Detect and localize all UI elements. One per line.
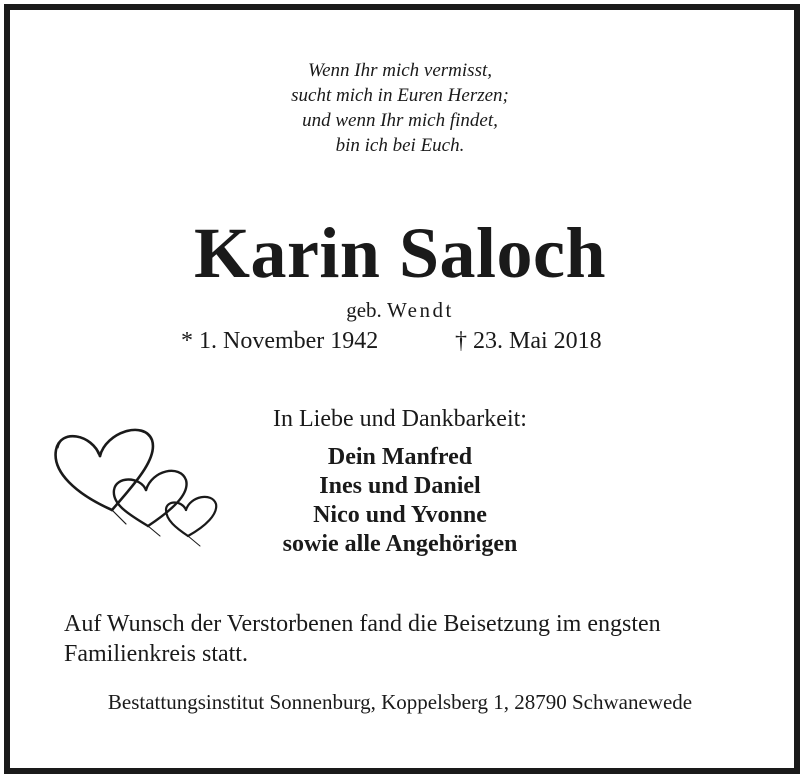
poem-line: bin ich bei Euch. xyxy=(335,135,465,156)
notice-line: Auf Wunsch der Verstorbenen fand die Beisetzung im engsten xyxy=(64,611,661,637)
born-prefix: geb. xyxy=(346,298,382,322)
birth-date: * 1. November 1942 xyxy=(181,328,379,354)
funeral-home-info: Bestattungsinstitut Sonnenburg, Koppelsberg 1, 28790 Schwanewede xyxy=(107,690,693,714)
death-date: † 23. Mai 2018 xyxy=(455,328,602,354)
maiden-name: Wendt xyxy=(387,298,454,322)
poem-line: Wenn Ihr mich vermisst, xyxy=(308,60,492,81)
poem-line: sucht mich in Euren Herzen; xyxy=(291,85,509,106)
deceased-name: Karin Saloch xyxy=(193,213,607,293)
funeral-notice xyxy=(64,609,754,669)
poem-line: und wenn Ihr mich findet, xyxy=(302,110,498,131)
mourner: sowie alle Angehörigen xyxy=(282,531,518,557)
mourner: Nico und Yvonne xyxy=(313,502,487,528)
memorial-poem xyxy=(0,58,800,158)
mourning-heading: In Liebe und Dankbarkeit: xyxy=(273,406,527,432)
mourner: Ines und Daniel xyxy=(319,473,481,499)
notice-line: Familienkreis statt. xyxy=(64,641,248,667)
mourners-list xyxy=(0,443,800,559)
mourner: Dein Manfred xyxy=(327,444,473,470)
maiden-name-line xyxy=(0,296,800,324)
